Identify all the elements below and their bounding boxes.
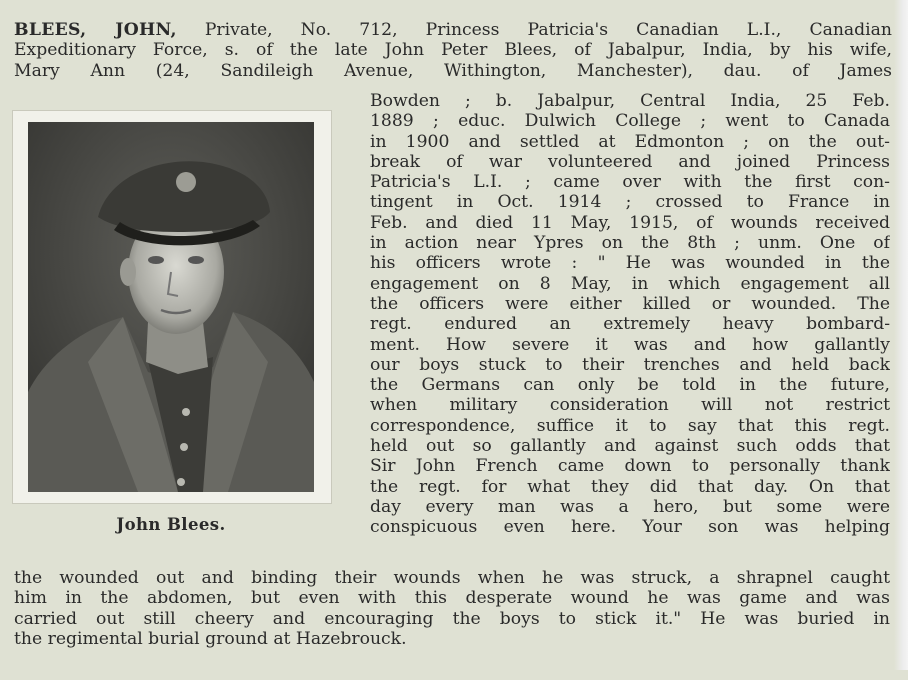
column-line: ment. How severe it was and how gallantly: [370, 334, 890, 355]
cropped-next-line: [0, 666, 908, 680]
header-line-3: Mary Ann (24, Sandileigh Avenue, Withington, Manchester), dau. of James: [14, 60, 892, 81]
column-line: 1889 ; educ. Dulwich College ; went to Canada: [370, 111, 890, 132]
column-line: when military consideration will not restrict: [370, 395, 890, 416]
portrait-photo: [28, 122, 314, 492]
column-line: day every man was a hero, but some were: [370, 496, 890, 517]
full-line: carried out still cheery and encouraging the boys to stick it." He was buried in: [14, 608, 890, 629]
header-line-1: BLEES, JOHN, Private, No. 712, Princess Patricia's Canadian L.I., Canadian: [14, 20, 892, 40]
portrait-block: [12, 110, 330, 550]
column-line: break of war volunteered and joined Princess: [370, 151, 890, 172]
full-line: him in the abdomen, but even with this desperate wound he was game and was: [14, 588, 890, 609]
photo-frame: [12, 110, 332, 504]
body-full-width: [14, 568, 890, 649]
column-line: tingent in Oct. 1914 ; crossed to France in: [370, 192, 890, 213]
column-line: in 1900 and settled at Edmonton ; on the out-: [370, 131, 890, 152]
full-line: the regimental burial ground at Hazebrouck.: [14, 628, 407, 649]
portrait-illustration: [28, 122, 314, 492]
column-line: conspicuous even here. Your son was helping: [370, 517, 890, 538]
column-line: Bowden ; b. Jabalpur, Central India, 25 Feb.: [370, 91, 890, 111]
column-line: the Germans can only be told in the future,: [370, 375, 890, 396]
column-line: correspondence, suffice it to say that this regt.: [370, 415, 890, 436]
column-line: the regt. for what they did that day. On that: [370, 476, 890, 497]
entry-name: BLEES, JOHN,: [14, 20, 177, 40]
column-line: the officers were either killed or wounded. The: [370, 293, 890, 314]
column-line: held out so gallantly and against such odds that: [370, 436, 890, 457]
column-line: engagement on 8 May, in which engagement all: [370, 273, 890, 294]
entry-header: [14, 20, 892, 81]
column-line: his officers wrote : " He was wounded in the: [370, 253, 890, 274]
column-line: Feb. and died 11 May, 1915, of wounds received: [370, 212, 890, 233]
column-line: Sir John French came down to personally thank: [370, 456, 890, 477]
header-line-2: Expeditionary Force, s. of the late John Peter Blees, of Jabalpur, India, by his wife,: [14, 40, 892, 61]
column-line: regt. endured an extremely heavy bombard-: [370, 314, 890, 335]
column-line: Patricia's L.I. ; came over with the first con-: [370, 172, 890, 193]
cropped-previous-line: [0, 0, 908, 10]
page-edge: [894, 0, 908, 670]
photo-caption: John Blees.: [116, 515, 226, 534]
full-line: the wounded out and binding their wounds when he was struck, a shrapnel caught: [14, 568, 890, 588]
body-column: [370, 91, 890, 538]
column-line: in action near Ypres on the 8th ; unm. One of: [370, 233, 890, 254]
column-line: our boys stuck to their trenches and held back: [370, 354, 890, 375]
